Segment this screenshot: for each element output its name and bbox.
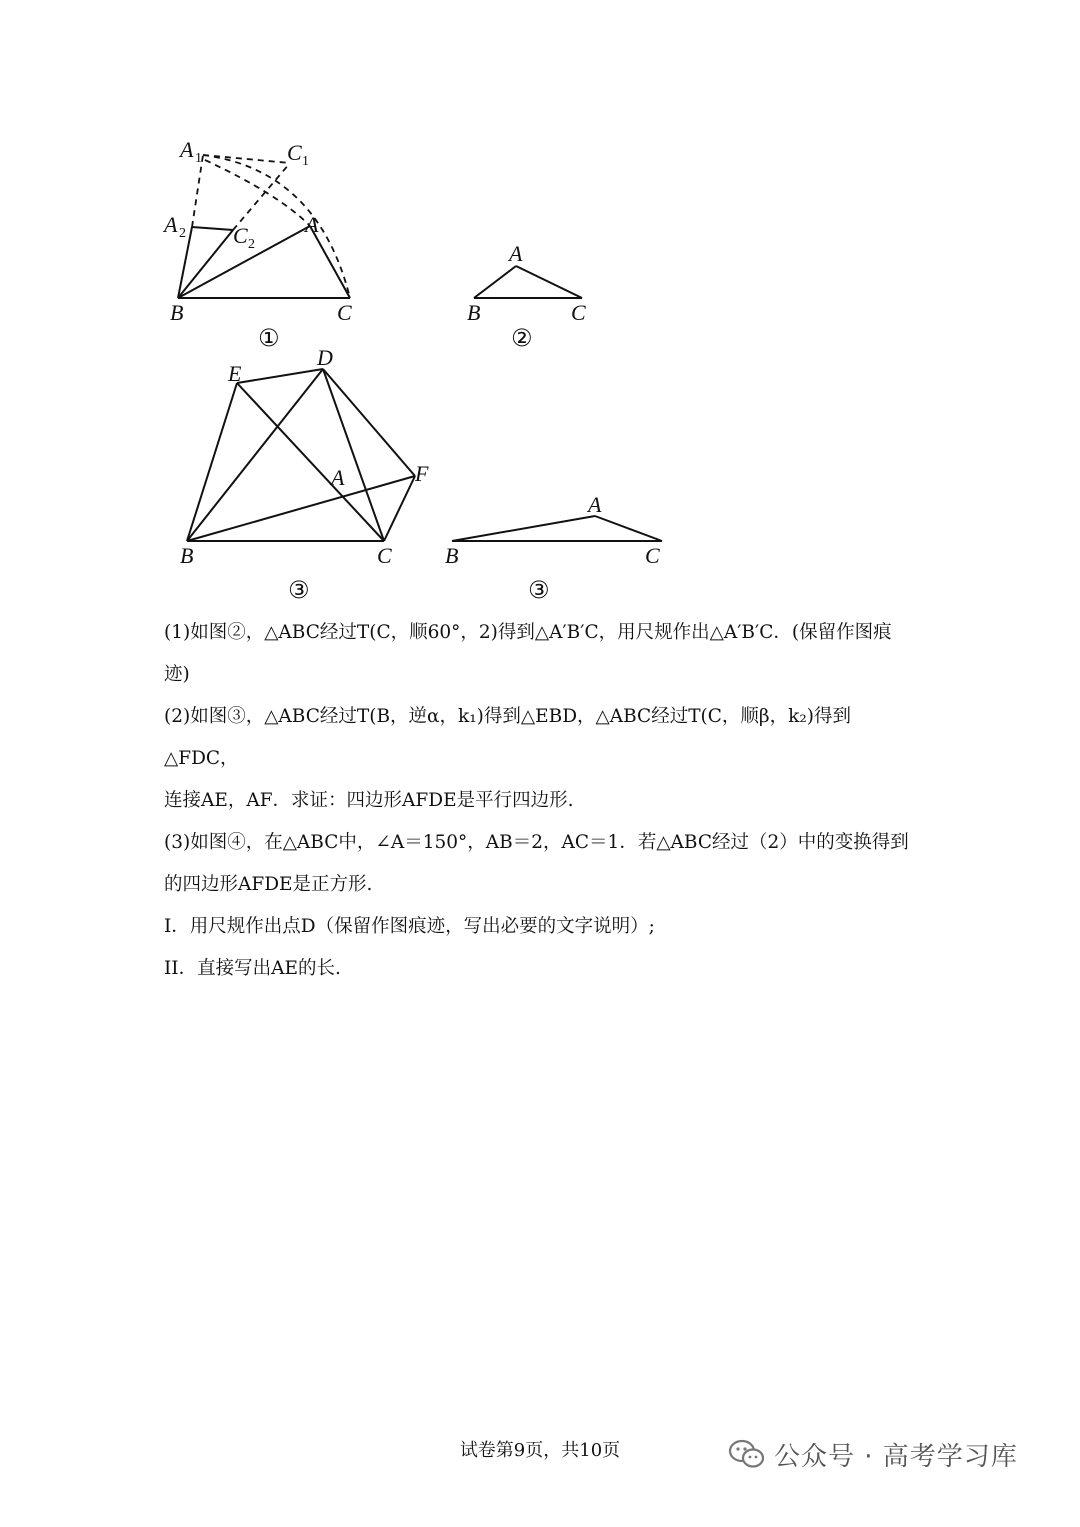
fig4-label-c: C bbox=[645, 543, 660, 568]
q1-line2: 迹) bbox=[164, 664, 190, 685]
figures-canvas bbox=[0, 0, 1080, 620]
fig1-label-c2-sub: 2 bbox=[248, 237, 255, 252]
fig3-label-b: B bbox=[180, 543, 194, 568]
fig1-caption: ① bbox=[258, 324, 280, 352]
fig1-label-a1: A bbox=[180, 137, 194, 162]
question-block bbox=[164, 612, 924, 990]
fig1-label-a2-sub: 2 bbox=[179, 226, 186, 241]
fig3-label-c: C bbox=[377, 543, 392, 568]
fig3-label-a: A bbox=[331, 465, 345, 490]
fig1-label-c1-sub: 1 bbox=[302, 154, 309, 169]
fig1-label-c2: C bbox=[233, 223, 248, 248]
q3-part-ii: II．直接写出AE的长. bbox=[164, 958, 341, 979]
q2-line1: (2)如图③，△ABC经过T(B，逆α，k₁)得到△EBD，△ABC经过T(C，顺β，k₂)得到△FDC， bbox=[164, 706, 851, 769]
fig3-label-e: E bbox=[228, 361, 242, 386]
fig1-label-c: C bbox=[337, 300, 352, 325]
fig2-label-c: C bbox=[571, 300, 586, 325]
q3-line2: 的四边形AFDE是正方形. bbox=[164, 874, 373, 895]
watermark-text: 公众号 · 高考学习库 bbox=[774, 1441, 1018, 1472]
fig1-label-b: B bbox=[170, 300, 184, 325]
fig1-segment-bc2 bbox=[178, 230, 233, 298]
fig1-dash-c2c1 bbox=[233, 163, 290, 230]
fig4-label-b: B bbox=[445, 543, 459, 568]
fig1-segment-a2c2 bbox=[192, 227, 233, 230]
figure-2 bbox=[474, 266, 582, 298]
q3-line1: (3)如图④，在△ABC中，∠A＝150°，AB＝2，AC＝1．若△ABC经过（2）中的变换得到 bbox=[164, 832, 909, 853]
fig2-label-a: A bbox=[509, 241, 523, 266]
figure-1 bbox=[178, 155, 350, 298]
q1-line1: (1)如图②，△ABC经过T(C，顺60°，2)得到△A′B′C，用尺规作出△A′B′C．(保留作图痕 bbox=[164, 622, 892, 643]
fig3-caption: ③ bbox=[288, 576, 310, 604]
fig1-label-a1-sub: 1 bbox=[195, 151, 202, 166]
fig4-caption: ③ bbox=[528, 576, 550, 604]
fig1-label-c1: C bbox=[287, 140, 302, 165]
watermark bbox=[728, 1431, 1018, 1477]
fig1-arc-outer bbox=[203, 155, 350, 298]
fig3-label-f: F bbox=[415, 461, 429, 486]
q3-part-i: I．用尺规作出点D（保留作图痕迹，写出必要的文字说明）; bbox=[164, 916, 655, 937]
fig2-label-b: B bbox=[467, 300, 481, 325]
fig1-label-a: A bbox=[305, 212, 319, 237]
figure-4 bbox=[452, 516, 662, 541]
q2-line2: 连接AE，AF．求证：四边形AFDE是平行四边形. bbox=[164, 790, 574, 811]
fig2-caption: ② bbox=[511, 324, 533, 352]
fig4-label-a: A bbox=[588, 492, 602, 517]
page-footer: 试卷第9页，共10页 bbox=[459, 1440, 621, 1461]
wechat-icon bbox=[728, 1438, 766, 1470]
fig1-label-a2: A bbox=[164, 212, 178, 237]
fig3-label-d: D bbox=[317, 345, 333, 370]
figure-3 bbox=[187, 369, 415, 541]
fig1-dash-a1c1 bbox=[203, 155, 290, 163]
